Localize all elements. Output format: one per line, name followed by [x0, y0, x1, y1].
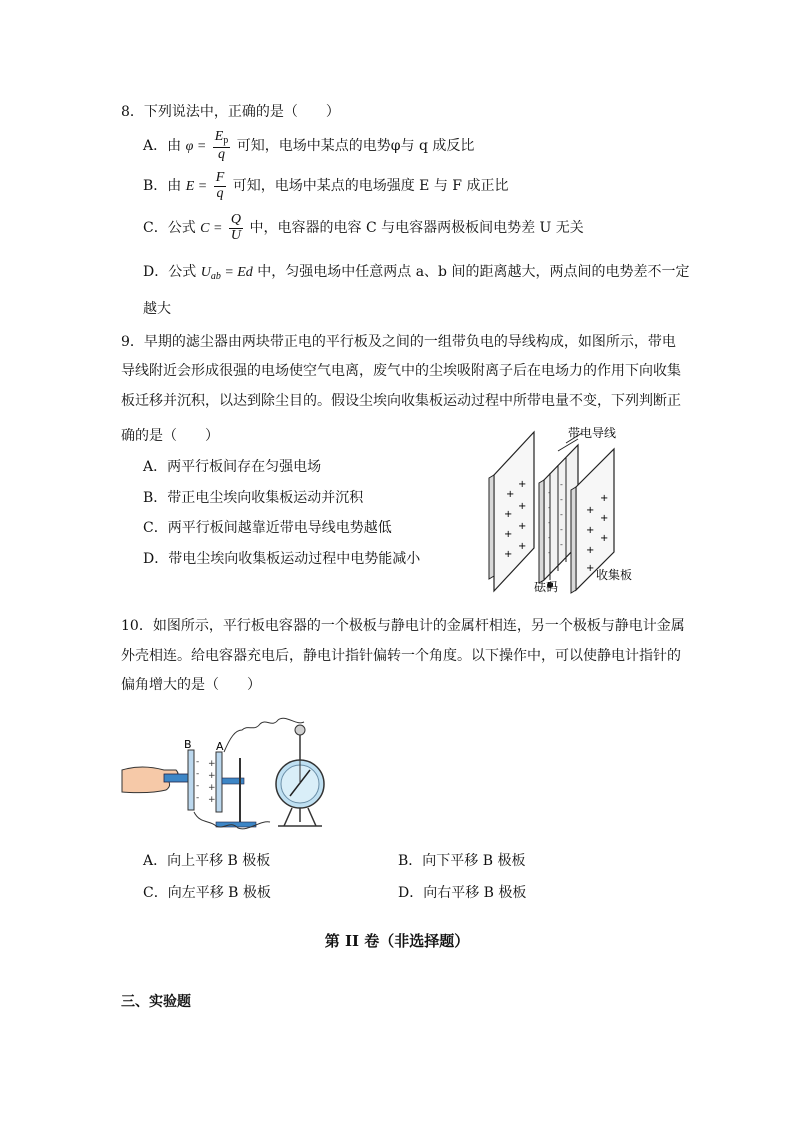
minus-sign: -: [196, 781, 200, 791]
svg-text:-: -: [560, 540, 563, 549]
q8-c-lhs: C =: [200, 221, 223, 237]
q8-d-text: 中，匀强电场中任意两点 a、b 间的距离越大，两点间的电势差不一定: [257, 264, 690, 280]
plus-sign: +: [208, 771, 216, 781]
q8-c-num: Q: [230, 212, 242, 227]
q8-a-text: 可知，电场中某点的电势φ与 q 成反比: [236, 138, 475, 155]
plus-sign: +: [600, 493, 609, 504]
plus-sign: +: [586, 505, 595, 516]
plus-sign: +: [586, 563, 595, 574]
q10-line-2: 外壳相连。给电容器充电后，静电计指针偏转一个角度。以下操作中，可以使静电计指针的: [121, 648, 681, 664]
q10-line-3: 偏角增大的是（ ）: [121, 677, 261, 693]
q8-option-a: [143, 130, 474, 162]
q8-d-formula-sub: ab: [210, 271, 221, 282]
left-positive-plate: [489, 432, 534, 591]
plus-sign: +: [586, 545, 595, 556]
svg-text:-: -: [560, 510, 563, 519]
q9-option-a: A．两平行板间存在匀强电场: [143, 459, 322, 475]
svg-text:-: -: [548, 503, 551, 512]
q10-option-b: B．向下平移 B 极板: [398, 853, 526, 869]
plus-sign: +: [208, 759, 216, 769]
q8-b-num: F: [215, 170, 225, 185]
q9-option-b: B．带正电尘埃向收集板运动并沉积: [143, 490, 364, 506]
q8-d-formula-u: U: [200, 265, 211, 280]
plus-sign: +: [518, 501, 527, 512]
q10-option-d: D．向右平移 B 极板: [398, 885, 527, 901]
q8-d-label: D．公式: [143, 264, 197, 280]
plus-sign: +: [586, 525, 595, 536]
plate-a-label: A: [216, 740, 224, 753]
q8-a-fraction: [213, 130, 231, 162]
plus-sign: +: [518, 521, 527, 532]
q8-a-den: q: [218, 146, 226, 162]
q9-line-4: 确的是（ ）: [121, 428, 219, 444]
minus-sign: -: [196, 769, 200, 779]
section-2-title: 第 II 卷（非选择题）: [324, 932, 470, 950]
insulating-rod: [164, 774, 190, 782]
q8-a-lhs: φ =: [185, 139, 207, 155]
plus-sign: +: [504, 509, 513, 520]
q8-a-label: A．由: [143, 138, 182, 155]
plus-sign: +: [518, 541, 527, 552]
weight-label: 砝码: [534, 580, 559, 594]
q8-b-label: B．由: [143, 178, 182, 195]
plus-sign: +: [208, 783, 216, 793]
svg-text:-: -: [560, 525, 563, 534]
q9-option-d: D．带电尘埃向收集板运动过程中电势能减小: [143, 551, 421, 567]
q8-c-fraction: [229, 213, 243, 243]
q9-line-2: 导线附近会形成很强的电场使空气电离，废气中的尘埃吸附离子后在电场力的作用下向收集: [121, 363, 681, 379]
plus-sign: +: [504, 549, 513, 560]
q8-b-den: q: [216, 185, 224, 201]
wire-label: 带电导线: [568, 426, 617, 440]
svg-text:-: -: [548, 548, 551, 557]
q9-option-c: C．两平行板间越靠近带电导线电势越低: [143, 520, 392, 536]
electrometer-legs: [284, 808, 316, 826]
q8-d-formula-rest: = Ed: [220, 265, 253, 280]
plus-sign: +: [506, 489, 515, 500]
plate-label: 收集板: [596, 568, 633, 582]
svg-text:-: -: [548, 488, 551, 497]
capacitor-electrometer-figure: [120, 708, 345, 838]
q8-b-text: 可知，电场中某点的电场强度 E 与 F 成正比: [232, 178, 509, 195]
svg-text:-: -: [548, 533, 551, 542]
q8-a-num: E: [214, 129, 224, 144]
dust-filter-figure: [486, 425, 646, 595]
q8-d-formula: [201, 265, 253, 280]
plus-sign: +: [600, 513, 609, 524]
q8-c-label: C．公式: [143, 220, 196, 237]
svg-text:-: -: [560, 495, 563, 504]
plate-a-charges: [208, 759, 216, 805]
plate-b-label: B: [184, 738, 192, 751]
coil-wire: [224, 718, 304, 752]
svg-text:-: -: [548, 518, 551, 527]
q8-b-fraction: [214, 171, 227, 201]
q9-line-3: 板迁移并沉积，以达到除尘目的。假设尘埃向收集板运动过程中所带电量不变，下列判断正: [121, 393, 681, 409]
q9-line-1: 9．早期的滤尘器由两块带正电的平行板及之间的一组带负电的导线构成，如图所示，带电: [121, 334, 676, 350]
q8-option-d: [143, 264, 689, 283]
electrometer-knob: [295, 725, 305, 735]
q8-d-continuation: 越大: [143, 301, 171, 317]
q8-a-num-sub: p: [223, 135, 229, 146]
q10-option-a: A．向上平移 B 极板: [143, 853, 271, 869]
q10-option-c: C．向左平移 B 极板: [143, 885, 271, 901]
section-3-title: 三、实验题: [121, 994, 191, 1010]
q8-c-den: U: [230, 227, 242, 243]
q8-option-c: [143, 213, 584, 243]
q10-line-1: 10．如图所示，平行板电容器的一个极板与静电计的金属杆相连，另一个极板与静电计金属: [121, 618, 685, 634]
plus-sign: +: [208, 795, 216, 805]
minus-sign: -: [196, 757, 200, 767]
q8-b-lhs: E =: [185, 179, 208, 195]
plus-sign: +: [518, 479, 527, 490]
plate-a: [216, 752, 222, 812]
plate-b-charges: [196, 757, 199, 803]
q8-c-text: 中，电容器的电容 C 与电容器两极板间电势差 U 无关: [249, 220, 584, 237]
svg-text:-: -: [560, 480, 563, 489]
minus-sign: -: [196, 793, 200, 803]
q8-stem: 8．下列说法中，正确的是（ ）: [121, 104, 340, 120]
q8-option-b: [143, 171, 508, 201]
plus-sign: +: [504, 529, 513, 540]
plate-b: [188, 750, 194, 810]
plus-sign: +: [600, 533, 609, 544]
